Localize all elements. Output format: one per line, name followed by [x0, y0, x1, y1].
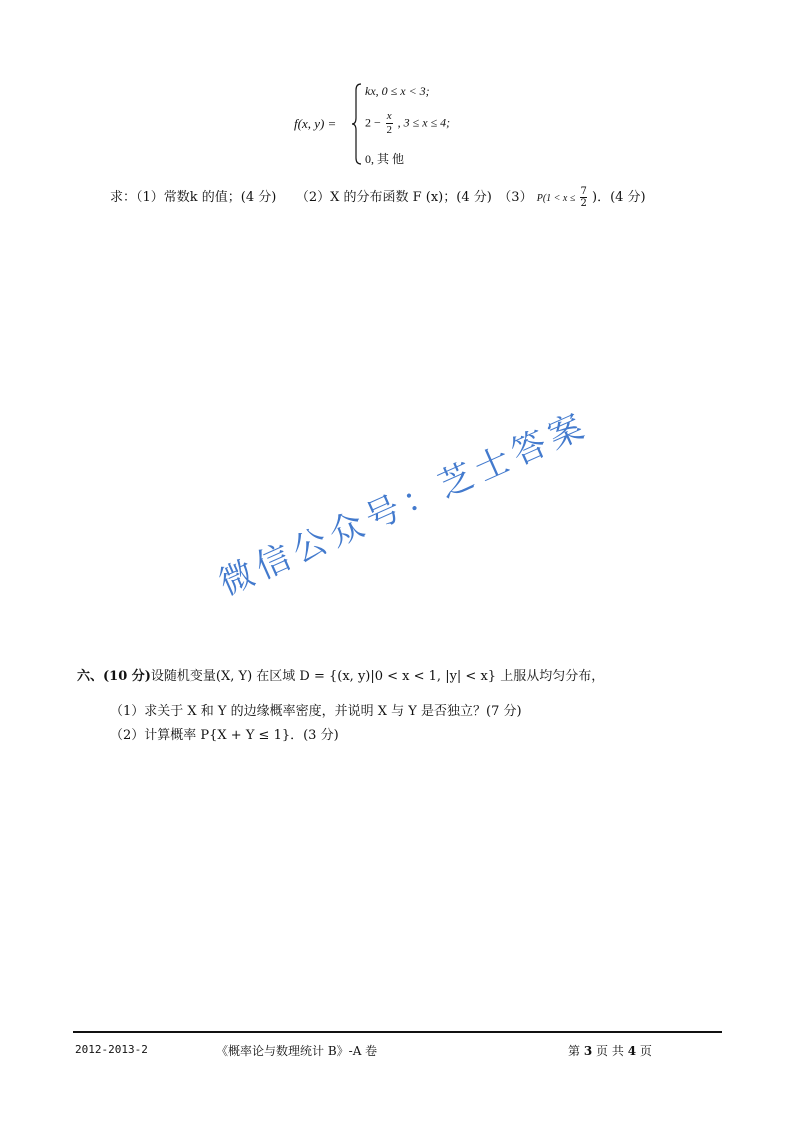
q5-probability-suffix: )．(4 分): [592, 190, 646, 205]
question-6-title: 设随机变量(X, Y) 在区域 D = {(x, y)|0 < x < 1, |y| < x} 上服从均匀分布，: [150, 669, 605, 684]
piecewise-case-2: [365, 110, 450, 137]
piecewise-case-1: kx, 0 ≤ x < 3;: [365, 84, 430, 98]
footer-current-page: 3: [583, 1044, 593, 1058]
case2-condition: , 3 ≤ x ≤ 4;: [397, 115, 451, 130]
footer-divider: [73, 1031, 722, 1033]
case2-denominator: 2: [386, 124, 392, 136]
footer-page-prefix: 第: [568, 1044, 581, 1058]
question-6-part-2: （2）计算概率 P{X + Y ≤ 1}．(3 分): [110, 728, 339, 743]
question-6-number: 六、(10 分): [77, 669, 151, 684]
footer-course-title: 《概率论与数理统计 B》-A 卷: [216, 1044, 378, 1058]
q5-frac-denominator: 2: [580, 198, 587, 209]
watermark-text: 微信公众号：芝士答案: [213, 404, 595, 604]
question-5-tasks: [110, 186, 646, 209]
question-6-part-1: （1）求关于 X 和 Y 的边缘概率密度，并说明 X 与 Y 是否独立？(7 分): [110, 704, 522, 719]
question-6-statement: [77, 665, 604, 684]
case2-numerator: x: [386, 110, 392, 122]
piecewise-case-3: 0, 其 他: [365, 152, 405, 166]
q5-probability-fraction: [580, 186, 586, 209]
q5-ask-text: 求：（1）常数k 的值；(4 分) （2）X 的分布函数 F (x)；(4 分) （3）: [110, 190, 533, 205]
q5-frac-numerator: 7: [580, 186, 587, 197]
footer-page-number: [568, 1042, 652, 1059]
case2-prefix: 2 −: [365, 115, 381, 130]
q5-probability-prefix: P(1 < x ≤: [536, 193, 576, 204]
left-brace: [351, 82, 363, 166]
footer-page-suffix: 页: [639, 1044, 652, 1058]
footer-total-pages: 4: [627, 1044, 637, 1058]
footer-page-middle: 页 共: [596, 1044, 624, 1058]
case2-fraction: [386, 110, 393, 137]
density-function-lhs: f(x, y) =: [294, 116, 337, 131]
footer-term: 2012-2013-2: [75, 1043, 148, 1056]
